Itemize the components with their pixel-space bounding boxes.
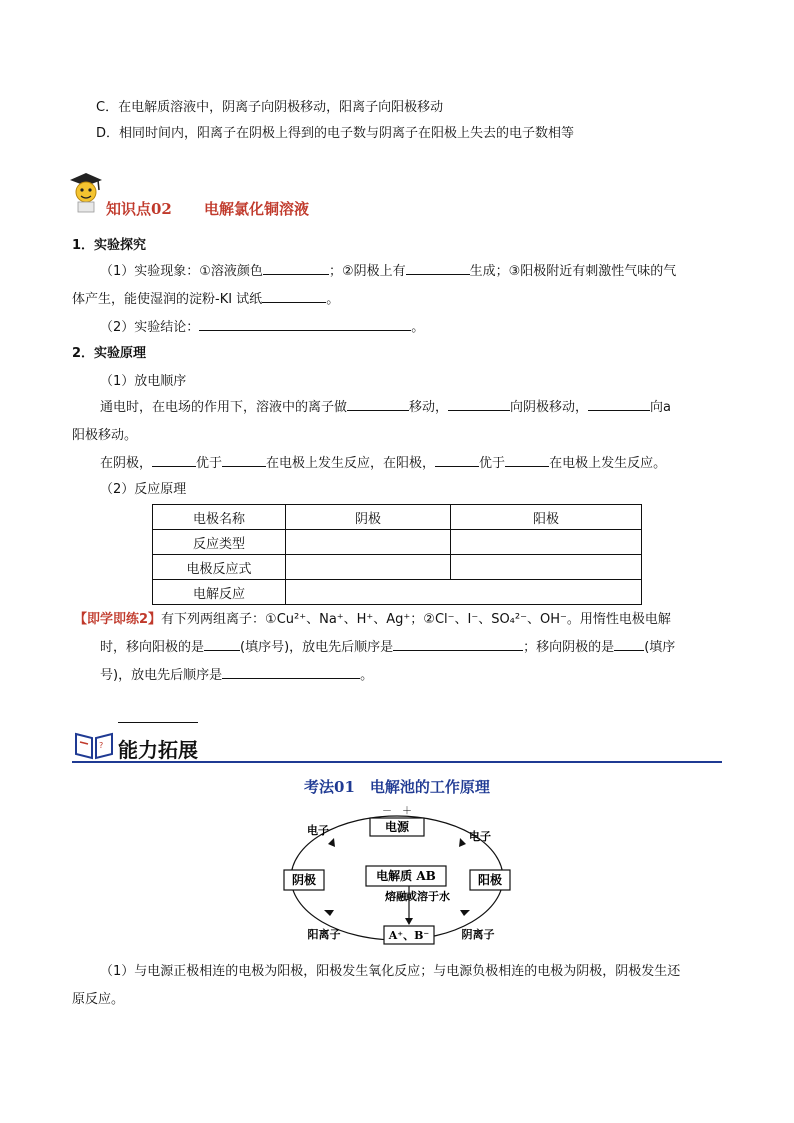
blank-anode-second[interactable] [505,452,549,467]
section-divider [72,761,722,763]
blank-to-anode-group[interactable] [204,636,240,651]
blank-cathode-second[interactable] [222,452,266,467]
order-line-3c: 在电极上发生反应，在阳极， [266,456,436,471]
blank-to-cathode-group[interactable] [614,636,644,651]
observation-mid-1: ；②阴极上有 [328,264,406,279]
reaction-principle-title: （2）反应原理 [100,482,187,497]
electrolyte-label: 电解质 AB [376,869,436,883]
down-arrow-icon [405,918,413,925]
ions-label: A⁺、B⁻ [388,929,430,942]
summary-line-2: 原反应。 [72,992,125,1007]
table-cell-blank[interactable] [451,530,642,555]
table-cell-blank[interactable] [286,530,451,555]
observation-line-2-text: 体产生，能使湿润的淀粉-KI 试纸 [72,292,263,307]
discharge-order-line-2: 阳极移动。 [72,428,138,443]
table-header-cell: 阴极 [286,505,451,530]
practice-line-1 [74,608,671,627]
order-line-1b: 移动， [409,400,449,415]
blank-to-cathode[interactable] [448,396,510,411]
option-c: C．在电解质溶液中，阴离子向阴极移动，阳离子向阳极移动 [96,100,444,115]
blank-anode-first[interactable] [435,452,479,467]
order-line-1c: 向阴极移动， [510,400,589,415]
order-line-3a: 在阴极， [100,456,153,471]
practice-text-1: 有下列两组离子：①Cu²⁺、Na⁺、H⁺、Ag⁺；②Cl⁻、I⁻、SO₄²⁻、OH⁻。用惰性电极电解 [161,612,671,627]
observation-prefix: （1）实验现象：①溶液颜色 [100,264,263,279]
discharge-order-line-3 [100,452,666,471]
table-row-label: 反应类型 [153,530,286,555]
table-row [153,530,642,555]
dissolve-label: 或溶于水 [406,890,450,903]
heading-rule-top [118,722,198,723]
section-1-title: 1．实验探究 [72,238,147,253]
method-title: 考法01 电解池的工作原理 [304,778,490,796]
table-cell-blank[interactable] [286,555,451,580]
electron-label-left: 电子 [307,824,329,837]
knowledge-point-label: 知识点02 [106,200,172,218]
blank-ki-paper[interactable] [262,288,326,303]
practice-line-2c: ；移向阴极的是 [523,640,615,655]
blank-cathode-order[interactable] [222,664,360,679]
conclusion-prefix: （2）实验结论： [100,320,200,335]
practice-line-2 [100,636,675,655]
conclusion-suffix: 。 [411,320,425,335]
power-signs: － ＋ [382,806,412,817]
electron-label-right: 电子 [469,830,491,843]
table-header-row [153,505,642,530]
order-line-1d: 向a [650,400,672,415]
cathode-label: 阴极 [291,873,317,887]
option-d: D．相同时间内，阳离子在阴极上得到的电子数与阴离子在阳极上失去的电子数相等 [96,126,575,141]
observation-line-2 [72,288,339,307]
practice-line-2a: 时，移向阳极的是 [100,640,205,655]
observation-line-2-end: 。 [326,292,340,307]
ability-heading: 能力拓展 [118,738,198,762]
power-label: 电源 [384,820,410,834]
arrow-electron-right-icon [459,838,466,847]
professor-icon [64,170,104,216]
table-row-label: 电极反应式 [153,555,286,580]
blank-cathode-product[interactable] [406,260,470,275]
observation-line-1 [100,260,676,279]
anode-label: 阳极 [477,873,503,887]
discharge-order-title: （1）放电顺序 [100,374,187,389]
arrow-anion-icon [460,910,470,916]
observation-mid-2: 生成；③阳极附近有刺激性气味的气 [469,264,677,279]
order-line-3d: 优于 [479,456,506,471]
table-row-label: 电解反应 [153,580,286,605]
order-line-3e: 在电极上发生反应。 [549,456,667,471]
blank-ion-movement[interactable] [347,396,409,411]
order-line-1a: 通电时，在电场的作用下，溶液中的离子做 [100,400,348,415]
molten-label: 熔融 [385,890,407,903]
blank-to-anode[interactable] [588,396,650,411]
blank-cathode-first[interactable] [152,452,196,467]
svg-text:?: ? [99,741,104,750]
discharge-order-line-1 [100,396,671,415]
table-cell-blank[interactable] [451,555,642,580]
practice-line-3 [100,664,373,683]
knowledge-point-title: 电解氯化铜溶液 [204,200,310,218]
table-header-cell: 电极名称 [153,505,286,530]
order-line-3b: 优于 [196,456,223,471]
blank-conclusion[interactable] [199,316,411,331]
practice-line-2b: (填序号)，放电先后顺序是 [240,640,394,655]
table-cell-blank[interactable] [286,580,642,605]
conclusion-line [100,316,424,335]
anion-label: 阴离子 [461,928,495,941]
summary-line-1: （1）与电源正极相连的电极为阳极，阳极发生氧化反应；与电源负极相连的电极为阴极，阴极发生还 [100,964,681,979]
practice-line-3a: 号)，放电先后顺序是 [100,668,223,683]
open-book-icon [72,726,116,762]
blank-anode-order[interactable] [393,636,523,651]
electrode-table [152,504,642,605]
practice-tag: 【即学即练2】 [74,612,162,627]
table-header-cell: 阳极 [451,505,642,530]
arrow-electron-left-icon [328,838,335,847]
section-2-title: 2．实验原理 [72,346,147,361]
electrolysis-diagram [272,800,522,950]
table-row [153,580,642,605]
practice-line-2d: (填序 [644,640,676,655]
practice-line-3b: 。 [360,668,374,683]
arrow-cation-icon [324,910,334,916]
blank-solution-color[interactable] [263,260,329,275]
table-row [153,555,642,580]
cation-label: 阳离子 [307,928,341,941]
